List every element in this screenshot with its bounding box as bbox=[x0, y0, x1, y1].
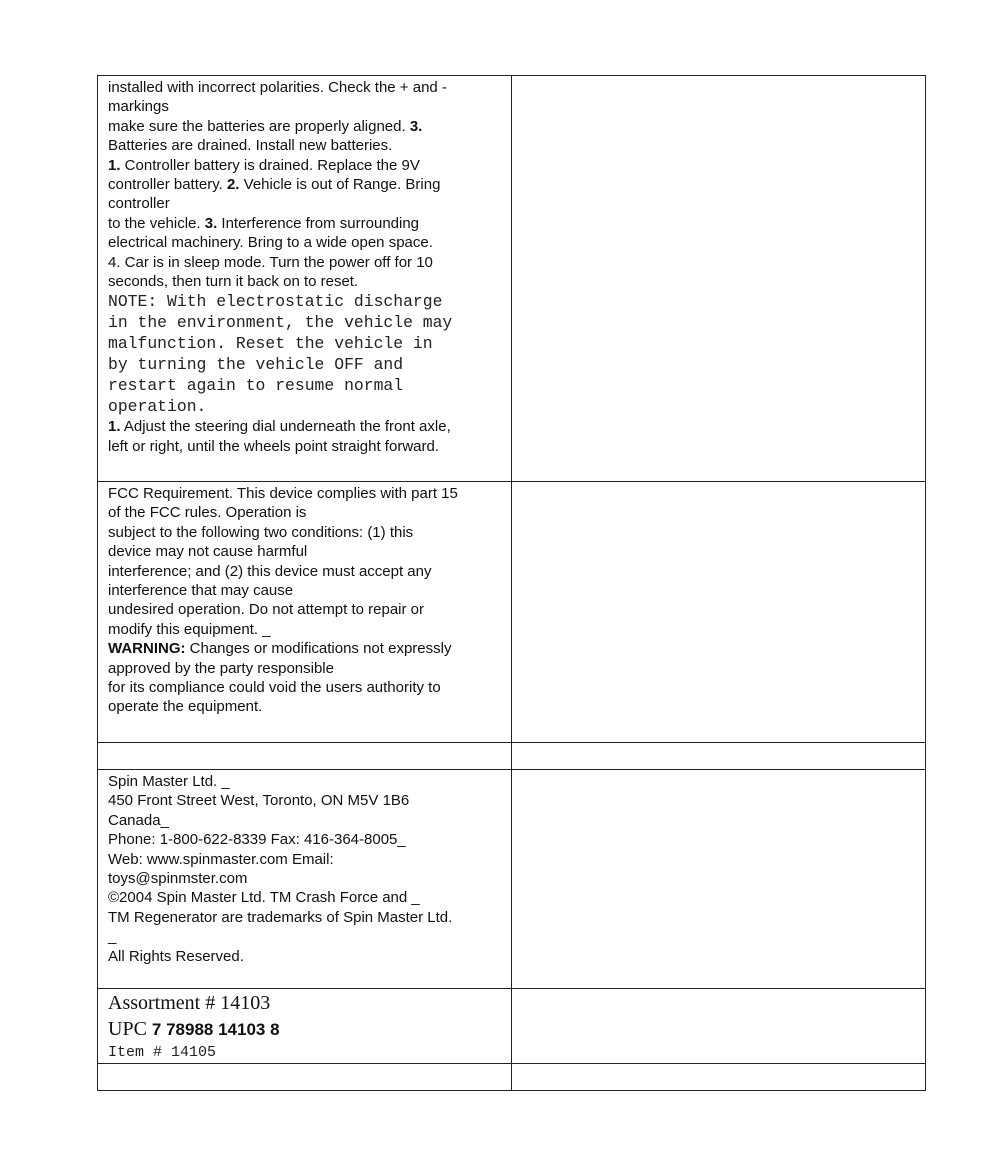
text-line: seconds, then turn it back on to reset. bbox=[108, 273, 359, 291]
step-number: 3. bbox=[204, 214, 218, 232]
text-line: Web: www.spinmaster.com Email: bbox=[108, 850, 334, 868]
text-line: controller bbox=[108, 195, 170, 213]
table-row bbox=[98, 770, 926, 989]
text-fragment: Changes or modifications not expressly bbox=[185, 640, 452, 658]
empty-cell bbox=[512, 76, 926, 482]
step-number: 1. bbox=[108, 418, 121, 436]
table-row bbox=[98, 989, 926, 1064]
text-line: FCC Requirement. This device complies with part 15 bbox=[108, 485, 458, 502]
note-line: operation. bbox=[108, 397, 207, 417]
assortment-number: Assortment # 14103 bbox=[108, 992, 271, 1014]
note-line: in the environment, the vehicle may bbox=[108, 313, 453, 333]
text-line: modify this equipment. _ bbox=[108, 620, 271, 638]
upc-label: UPC bbox=[108, 1018, 152, 1040]
step-number: 2. bbox=[226, 176, 240, 194]
warning-label: WARNING: bbox=[108, 640, 186, 658]
fcc-cell bbox=[98, 482, 512, 743]
text-fragment: make sure the batteries are properly aligned. bbox=[108, 117, 406, 135]
text-line: subject to the following two conditions: (1) this bbox=[108, 523, 414, 541]
text-line: installed with incorrect polarities. Check the + and - bbox=[108, 79, 447, 96]
note-line: NOTE: With electrostatic discharge bbox=[108, 292, 443, 312]
text-line: for its compliance could void the users authority to bbox=[108, 679, 441, 697]
text-line bbox=[108, 175, 503, 194]
text-line: approved by the party responsible bbox=[108, 659, 334, 677]
text-line: _ bbox=[108, 928, 117, 946]
note-line: restart again to resume normal bbox=[108, 376, 404, 396]
text-line bbox=[108, 639, 503, 658]
text-line: interference that may cause bbox=[108, 582, 294, 600]
text-line: electrical machinery. Bring to a wide open space. bbox=[108, 234, 433, 252]
empty-cell bbox=[98, 1064, 512, 1091]
note-line: malfunction. Reset the vehicle in bbox=[108, 334, 433, 354]
empty-cell bbox=[512, 482, 926, 743]
text-line: device may not cause harmful bbox=[108, 543, 308, 561]
text-line: undesired operation. Do not attempt to repair or bbox=[108, 601, 425, 619]
text-line: Phone: 1-800-622-8339 Fax: 416-364-8005_ bbox=[108, 831, 406, 849]
note-line: by turning the vehicle OFF and bbox=[108, 355, 404, 375]
empty-cell bbox=[512, 743, 926, 770]
text-line: interference; and (2) this device must accept any bbox=[108, 562, 432, 580]
text-line: All Rights Reserved. bbox=[108, 947, 244, 965]
step-number: 3. bbox=[409, 117, 423, 135]
company-cell bbox=[98, 770, 512, 989]
text-fragment: controller battery. bbox=[108, 176, 227, 194]
text-fragment: Interference from surrounding bbox=[217, 214, 420, 232]
document-table bbox=[97, 75, 926, 1091]
text-line: Canada_ bbox=[108, 811, 169, 829]
empty-cell bbox=[98, 743, 512, 770]
text-line: Spin Master Ltd. _ bbox=[108, 773, 230, 790]
text-fragment: Controller battery is drained. Replace the 9V bbox=[120, 156, 420, 174]
table-row bbox=[98, 76, 926, 482]
upc-number: 7 78988 14103 8 bbox=[151, 1020, 280, 1039]
troubleshooting-cell bbox=[98, 76, 512, 482]
step-number: 1. bbox=[108, 156, 121, 174]
text-line: TM Regenerator are trademarks of Spin Master Ltd. bbox=[108, 908, 453, 926]
text-line bbox=[108, 156, 503, 175]
text-line bbox=[108, 417, 503, 436]
text-fragment: Adjust the steering dial underneath the front axle, bbox=[120, 418, 451, 436]
empty-cell bbox=[512, 1064, 926, 1091]
empty-cell bbox=[512, 770, 926, 989]
upc-line bbox=[108, 1016, 503, 1043]
table-row bbox=[98, 482, 926, 743]
text-line: ©2004 Spin Master Ltd. TM Crash Force and _ bbox=[108, 889, 420, 907]
text-line: markings bbox=[108, 98, 169, 116]
text-line: operate the equipment. bbox=[108, 698, 263, 716]
text-line: toys@spinmster.com bbox=[108, 870, 248, 888]
table-row bbox=[98, 1064, 926, 1091]
text-line: 4. Car is in sleep mode. Turn the power off for 10 bbox=[108, 253, 433, 271]
item-number: Item # 14105 bbox=[108, 1044, 217, 1061]
empty-cell bbox=[512, 989, 926, 1064]
text-line bbox=[108, 117, 503, 136]
text-line: 450 Front Street West, Toronto, ON M5V 1B6 bbox=[108, 792, 410, 810]
product-cell bbox=[98, 989, 512, 1064]
text-line: Batteries are drained. Install new batteries. bbox=[108, 137, 393, 155]
text-line: of the FCC rules. Operation is bbox=[108, 504, 307, 522]
text-fragment: to the vehicle. bbox=[108, 214, 205, 232]
text-line bbox=[108, 214, 503, 233]
table-row bbox=[98, 743, 926, 770]
text-line: left or right, until the wheels point straight forward. bbox=[108, 437, 439, 455]
text-fragment: Vehicle is out of Range. Bring bbox=[239, 176, 441, 194]
